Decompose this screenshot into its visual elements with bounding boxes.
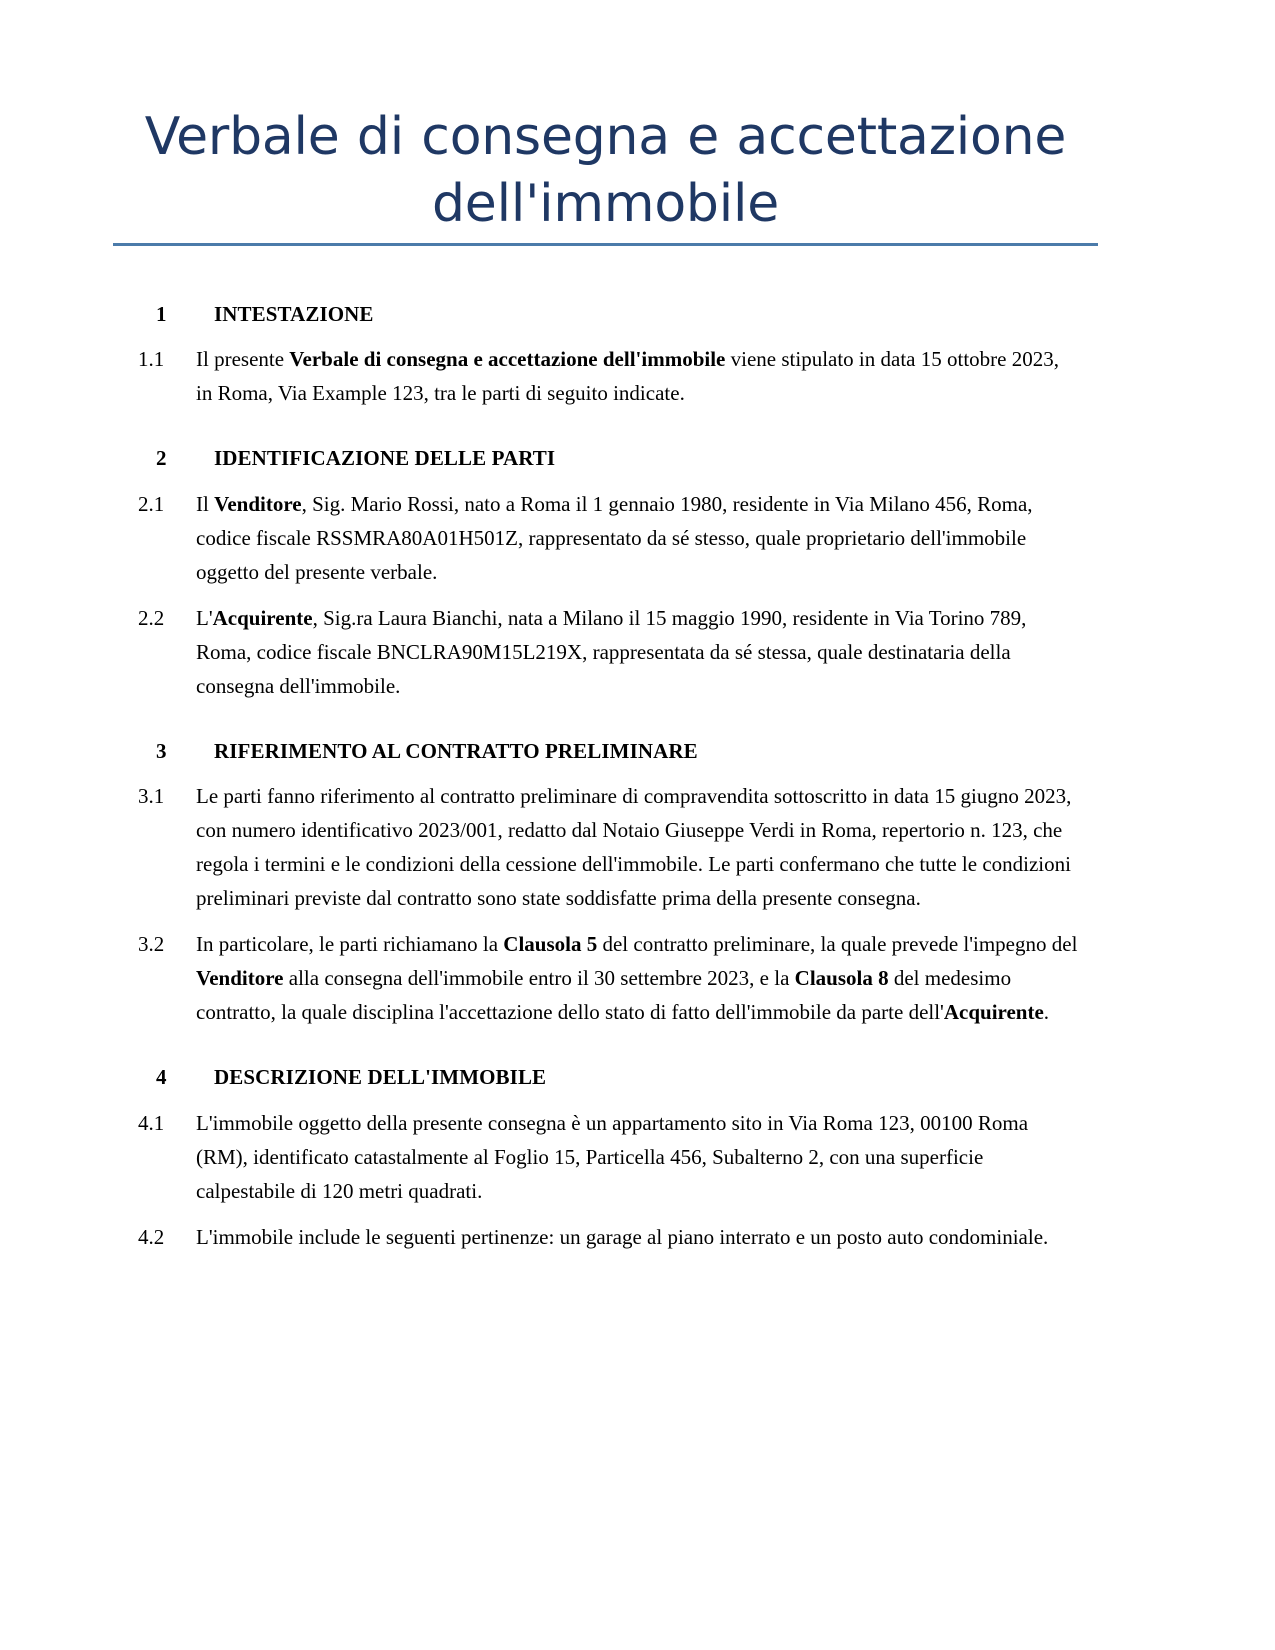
text-run: Le parti fanno riferimento al contratto preliminare di compravendita sottoscritto in data 15 giugno 2023, con numero identificativo 2023/001, redatto dal Notaio Giuseppe Verdi in Roma, repertorio n. 123, che regola i termini e le condizioni della cessione dell'immobile. Le parti confermano che tutte le condizioni preliminari previste dal contratto sono state soddisfatte prima della presente consegna. [196, 784, 1072, 911]
text-run: alla consegna dell'immobile entro il 30 settembre 2023, e la [283, 966, 795, 991]
section-heading-label: INTESTAZIONE [214, 302, 374, 326]
section-heading [0, 737, 1275, 765]
clause-text [196, 342, 1078, 410]
section-number: 3 [156, 738, 167, 763]
clause-number: 2.2 [138, 605, 165, 630]
text-run: L' [196, 605, 213, 630]
clause-number: 3.2 [138, 932, 165, 957]
document-body [0, 300, 1275, 1266]
title-divider [113, 243, 1098, 246]
text-run: del contratto preliminare, la quale prevede l'impegno del [597, 932, 1078, 957]
text-run: L'immobile include le seguenti pertinenze: un garage al piano interrato e un posto auto condominiale. [196, 1224, 1049, 1249]
emphasis-term: Venditore [214, 491, 302, 516]
clause-paragraph [0, 779, 1275, 915]
emphasis-term: Clausola 8 [794, 966, 889, 991]
clause-text [196, 601, 1078, 703]
clause-paragraph [0, 927, 1275, 1029]
clause-text [196, 927, 1078, 1029]
text-run: Il [196, 491, 215, 516]
text-run: In particolare, le parti richiamano la [196, 932, 504, 957]
section-heading [0, 444, 1275, 472]
text-run: L'immobile oggetto della presente consegna è un appartamento sito in Via Roma 123, 00100 Roma (RM), identificato catastalmente al Foglio 15, Particella 456, Subalterno 2, con una superficie calpestabile di 120 metri quadrati. [196, 1110, 1029, 1203]
document-section [0, 1063, 1275, 1253]
emphasis-term: Clausola 5 [503, 932, 598, 957]
title-block [113, 104, 1098, 237]
text-run: del medesimo contratto, la quale disciplina l'accettazione dello stato di fatto dell'immobile da parte dell' [196, 966, 1012, 1025]
clause-number: 2.1 [138, 491, 165, 516]
emphasis-term: Venditore [196, 966, 284, 991]
clause-text [196, 1220, 1078, 1254]
emphasis-term: Acquirente [212, 605, 313, 630]
clause-text [196, 487, 1078, 589]
text-run: viene stipulato in data 15 ottobre 2023, in Roma, Via Example 123, tra le parti di seguito indicate. [196, 347, 1059, 406]
section-number: 2 [156, 446, 167, 471]
section-heading [0, 300, 1275, 328]
clause-number: 4.1 [138, 1110, 165, 1135]
clause-text [196, 779, 1078, 915]
clause-paragraph [0, 1106, 1275, 1208]
text-run: Il presente [196, 347, 290, 372]
section-heading-label: RIFERIMENTO AL CONTRATTO PRELIMINARE [214, 738, 698, 763]
clause-number: 4.2 [138, 1224, 165, 1249]
text-run: , Sig.ra Laura Bianchi, nata a Milano il 15 maggio 1990, residente in Via Torino 789, Roma, codice fiscale BNCLRA90M15L219X, rappresentata da sé stessa, quale destinataria della consegna dell'immobile. [196, 605, 1027, 698]
sections-container [0, 300, 1275, 1254]
section-heading [0, 1063, 1275, 1091]
text-run: , Sig. Mario Rossi, nato a Roma il 1 gennaio 1980, residente in Via Milano 456, Roma, codice fiscale RSSMRA80A01H501Z, rappresentato da sé stesso, quale proprietario dell'immobile oggetto del presente verbale. [196, 491, 1033, 584]
clause-paragraph [0, 487, 1275, 589]
document-section [0, 444, 1275, 702]
clause-text [196, 1106, 1078, 1208]
clause-number: 3.1 [138, 784, 165, 809]
section-heading-label: IDENTIFICAZIONE DELLE PARTI [214, 446, 556, 471]
section-number: 1 [156, 302, 167, 326]
section-number: 4 [156, 1065, 167, 1090]
clause-paragraph [0, 1220, 1275, 1254]
emphasis-term: Verbale di consegna e accettazione dell'immobile [289, 347, 726, 372]
document-section [0, 300, 1275, 410]
section-heading-label: DESCRIZIONE DELL'IMMOBILE [214, 1065, 547, 1090]
text-run: . [1043, 1000, 1050, 1025]
emphasis-term: Acquirente [943, 1000, 1044, 1025]
clause-paragraph [0, 601, 1275, 703]
page-title: Verbale di consegna e accettazione dell'immobile [144, 107, 1067, 234]
clause-paragraph [0, 342, 1275, 410]
clause-number: 1.1 [138, 347, 165, 372]
document-section [0, 737, 1275, 1029]
